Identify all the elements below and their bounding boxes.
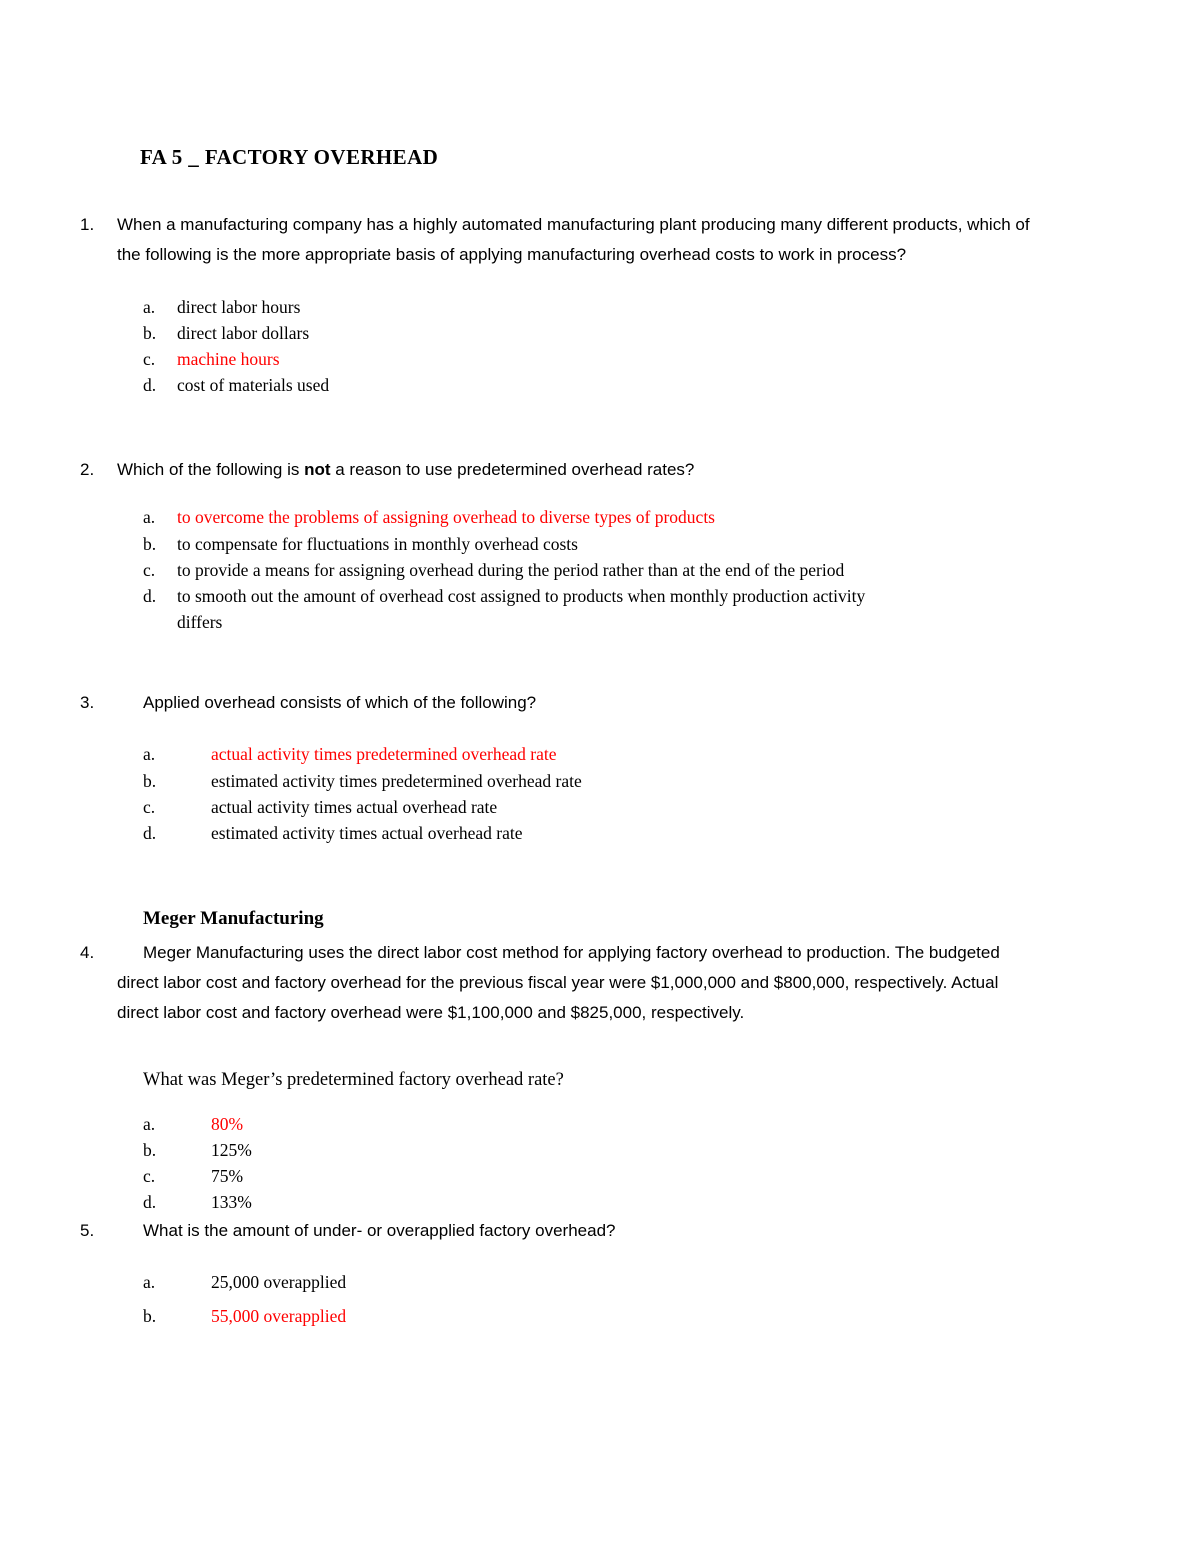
option-text: to compensate for fluctuations in monthly overhead costs: [177, 533, 578, 554]
option-letter: a.: [143, 1113, 156, 1134]
option-letter: b.: [143, 322, 157, 343]
question-number: 1.: [80, 215, 95, 234]
option-text: direct labor dollars: [177, 322, 310, 343]
option-row: [143, 1189, 1120, 1215]
option-text: 80%: [211, 1113, 244, 1134]
document-title: FA 5 _ FACTORY OVERHEAD: [140, 145, 439, 169]
sub-question: What was Meger’s predetermined factory overhead rate?: [143, 1069, 564, 1090]
option-row: [143, 294, 1120, 320]
option-text: estimated activity times actual overhead rate: [211, 823, 523, 843]
option-text: actual activity times predetermined overhead rate: [211, 744, 557, 765]
option-text: direct labor hours: [177, 296, 301, 317]
question-2-options: [143, 504, 1120, 635]
question-stem-text: Applied overhead consists of which of the following?: [143, 692, 537, 712]
section-heading: Meger Manufacturing: [143, 908, 324, 930]
option-text: 125%: [211, 1139, 252, 1160]
option-letter: c.: [143, 796, 156, 817]
option-row: [143, 372, 1120, 398]
option-row: [143, 768, 1120, 794]
option-letter: b.: [143, 770, 157, 791]
question-3-stem: [80, 688, 1120, 718]
question-4: [80, 908, 1120, 1215]
option-row: [143, 794, 1120, 820]
question-2-stem: [80, 455, 1120, 485]
option-text: 25,000 overapplied: [211, 1272, 347, 1293]
question-3-options: [143, 741, 1120, 846]
option-text: cost of materials used: [177, 375, 330, 396]
stem-bold-word: not: [304, 459, 331, 479]
question-3: [80, 688, 1120, 847]
option-text: 133%: [211, 1192, 252, 1213]
option-row: [143, 504, 1120, 530]
option-row: [143, 557, 1120, 583]
question-1: [80, 210, 1120, 399]
option-letter: c.: [143, 349, 156, 369]
option-row: [143, 583, 1120, 636]
option-letter: b.: [143, 533, 157, 554]
option-text: to smooth out the amount of overhead cost assigned to products when monthly production activity differs: [177, 586, 866, 633]
option-letter: d.: [143, 823, 157, 843]
question-stem-text: When a manufacturing company has a highly automated manufacturing plant producing many different products, which of the following is the more appropriate basis of applying manufacturing overhead costs to work in process?: [117, 215, 1030, 264]
option-row: [143, 820, 1120, 846]
option-text: to provide a means for assigning overhead during the period rather than at the end of the period: [177, 559, 845, 580]
question-2: [80, 455, 1120, 636]
option-letter: a.: [143, 1272, 156, 1293]
option-letter: b.: [143, 1139, 157, 1160]
question-number: 5.: [80, 1220, 95, 1240]
question-number: 4.: [80, 943, 95, 963]
question-5-options: [143, 1269, 1120, 1329]
option-text: 55,000 overapplied: [211, 1305, 347, 1326]
question-number: 3.: [80, 692, 95, 712]
option-letter: d.: [143, 1192, 157, 1213]
question-stem-text: What is the amount of under- or overapplied factory overhead?: [143, 1220, 616, 1240]
option-letter: a.: [143, 744, 156, 765]
question-stem-text: Which of the following is not a reason to use predetermined overhead rates?: [117, 459, 695, 479]
option-row: [143, 1303, 1120, 1329]
option-text: to overcome the problems of assigning overhead to diverse types of products: [177, 507, 715, 528]
option-letter: b.: [143, 1305, 157, 1326]
option-row: [143, 1163, 1120, 1189]
option-text: machine hours: [177, 349, 280, 369]
question-4-stem: [80, 938, 1120, 1027]
question-number: 2.: [80, 459, 95, 479]
option-row: [143, 320, 1120, 346]
option-row: [143, 741, 1120, 767]
option-row: [143, 1137, 1120, 1163]
option-letter: c.: [143, 559, 156, 580]
option-row: [143, 1111, 1120, 1137]
question-5: [80, 1216, 1120, 1329]
option-text: actual activity times actual overhead rate: [211, 796, 498, 817]
question-4-options: [143, 1111, 1120, 1216]
question-5-stem: [80, 1216, 1120, 1246]
option-row: [143, 1269, 1120, 1295]
option-text: estimated activity times predetermined overhead rate: [211, 770, 582, 791]
option-row: [143, 346, 1120, 372]
option-letter: d.: [143, 586, 157, 606]
option-text: 75%: [211, 1166, 244, 1186]
option-letter: d.: [143, 375, 157, 396]
question-1-options: [143, 294, 1120, 399]
question-1-stem: [80, 210, 1120, 270]
question-stem-text: Meger Manufacturing uses the direct labor cost method for applying factory overhead to production. The budgeted direct labor cost and factory overhead for the previous fiscal year were $1,000,000 and $800,000, respectively. Actual direct labor cost and factory overhead were $1,100,000 and $825,000, respectively.: [117, 943, 1000, 1022]
option-letter: a.: [143, 296, 156, 317]
option-letter: a.: [143, 507, 156, 528]
option-letter: c.: [143, 1166, 156, 1186]
option-row: [143, 531, 1120, 557]
